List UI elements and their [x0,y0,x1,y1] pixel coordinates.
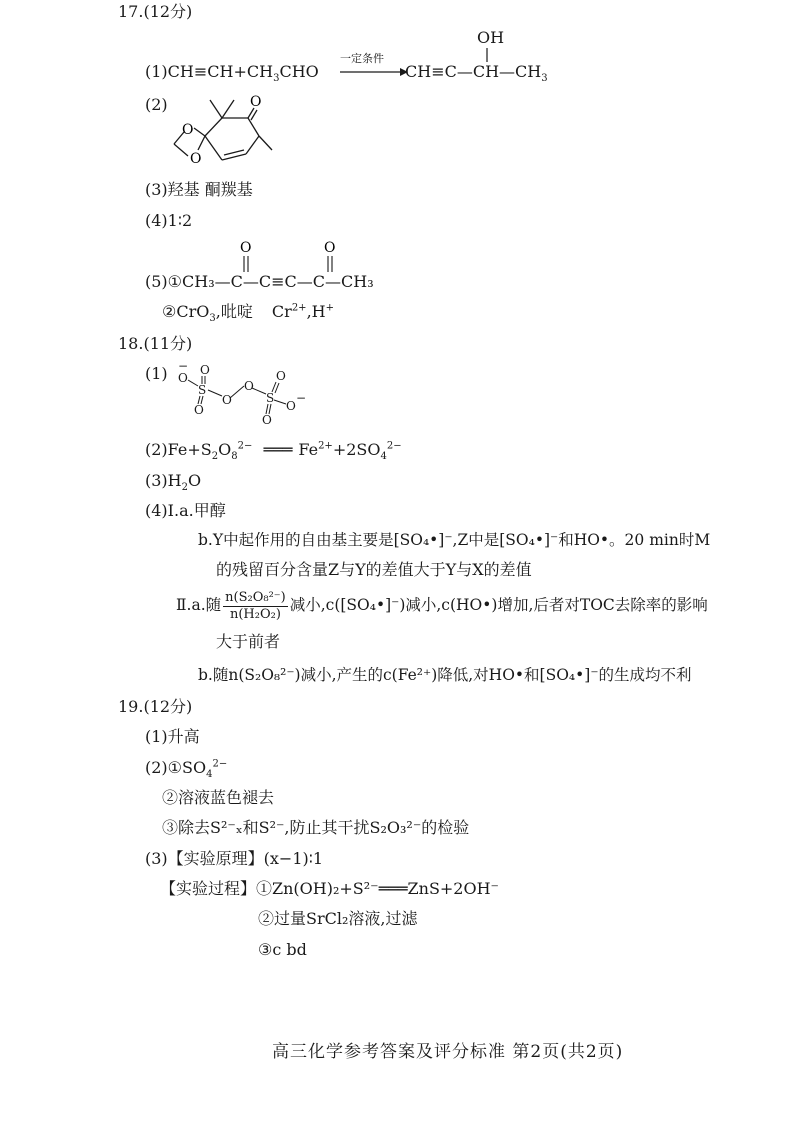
carbonyl-o-right: O [324,240,336,256]
reaction-condition: 一定条件 [340,52,384,65]
ketal-oxygen-2: O [190,151,202,167]
q19-p2-b: ②溶液蓝色褪去 [162,788,275,807]
ketone-oxygen: O [250,94,262,110]
reactant-b-cho: CHO [279,62,319,81]
superscript: 2+ [318,440,333,452]
water-h: (3)H [145,471,182,490]
ratio-fraction [223,590,288,622]
q17-p4: (4)1∶2 [145,211,193,230]
q18-header: 18.(11分) [118,334,193,353]
q18-p4-iia-line1 [176,590,708,622]
spiro-ketal-structure [160,88,280,178]
eq-so: +2SO [332,440,381,459]
q17-p5-line2 [162,302,334,325]
fraction-denominator: n(H₂O₂) [229,606,281,622]
q17-p1-reactant-a: CH≡CH [167,62,234,81]
atom-o: O [286,399,296,413]
atom-s: S [198,383,207,397]
reagent-pyridine: ,吡啶 [215,302,253,321]
q19-p3-process3: ③c bd [258,940,307,959]
atom-s: S [266,391,275,405]
atom-o: O [244,379,254,393]
eq-fe-s: (2)Fe+S [145,440,212,459]
atom-o: O [178,371,188,385]
q18-p2-equation [145,440,402,463]
q19-p3-process1: 【实验过程】①Zn(OH)₂+S²⁻═══ZnS+2OH⁻ [160,879,500,898]
subscript: 4 [206,769,213,781]
subscript: 3 [209,313,216,325]
q19-p2-c: ③除去S²⁻ₓ和S²⁻,防止其干扰S₂O₃²⁻的检验 [162,818,470,837]
subscript: 2 [181,482,188,494]
q17-p1-product [405,62,548,85]
atom-o: O [200,363,210,377]
q18-p1-label: (1) [145,364,168,383]
q17-p5-label: (5)① [145,272,183,291]
atom-o: O [194,403,204,417]
carbonyl-o-left: O [240,240,252,256]
subscript: 3 [273,73,280,85]
diketone-carbonyls [236,236,346,274]
ketal-oxygen-1: O [182,122,194,138]
q19-header: 19.(12分) [118,697,193,716]
q18-p4-iib: b.随n(S₂O₈²⁻)减小,产生的c(Fe²⁺)降低,对HO•和[SO₄•]⁻的生成均不利 [198,666,692,684]
q17-p1-label: (1) [145,62,168,81]
q19-p2-a [145,758,228,781]
fraction-numerator: n(S₂O₈²⁻) [225,590,286,605]
superscript: 2− [212,758,228,770]
atom-o: O [276,369,286,383]
subscript: 8 [231,451,238,463]
peroxydisulfate-structure [172,360,312,426]
iia-prefix: Ⅱ.a.随 [176,596,222,615]
subscript: 4 [380,451,387,463]
q18-p4-ib-line1: b.Y中起作用的自由基主要是[SO₄•]⁻,Z中是[SO₄•]⁻和HO•。20 min时M [198,531,711,549]
subscript: 3 [541,73,548,85]
superscript: + [325,302,334,314]
q17-p1-equation [145,62,319,85]
superscript: 2− [386,440,402,452]
q18-p4-iia-line2: 大于前者 [216,632,281,651]
water-o: O [188,471,202,490]
q19-p3-process2: ②过量SrCl₂溶液,过滤 [258,909,418,928]
q18-p4-ia: (4)Ⅰ.a.甲醇 [145,501,226,520]
q18-p4-ib-line2: 的残留百分含量Z与Y的差值大于Y与X的差值 [216,560,532,579]
reagent-h: ,H [306,302,326,321]
q19-p1: (1)升高 [145,727,200,746]
reactant-b-ch: CH [246,62,274,81]
reagent-cro: ②CrO [162,302,210,321]
equals-sign: ═══ [263,440,293,459]
sulfate-so: (2)①SO [145,758,207,777]
subscript: 2 [211,451,219,463]
superscript: 2− [237,440,253,452]
charge-minus-left: − [178,360,189,373]
superscript: 2+ [291,302,307,314]
product-oh: OH [477,28,505,47]
q18-p3 [145,471,202,494]
charge-minus-right: − [296,391,307,405]
q19-p3-principle: (3)【实验原理】(x−1)∶1 [145,849,324,868]
plus-sign: + [233,62,247,81]
q17-header: 17.(12分) [118,2,193,21]
reagent-cr: Cr [271,302,292,321]
atom-o: O [222,393,232,407]
q17-p5-line1 [145,272,374,291]
eq-o: O [218,440,232,459]
q17-p3: (3)羟基 酮羰基 [145,180,253,199]
atom-o: O [262,413,272,426]
product-chain: CH≡C—CH—CH [405,62,542,81]
q17-p2-label: (2) [145,95,168,114]
eq-fe: Fe [298,440,319,459]
iia-suffix: 减小,c([SO₄•]⁻)减小,c(HO•)增加,后者对TOC去除率的影响 [289,596,708,615]
diketone-chain: CH₃—C—C≡C—C—CH₃ [182,272,374,291]
page-footer: 高三化学参考答案及评分标准 第2页(共2页) [272,1042,624,1062]
